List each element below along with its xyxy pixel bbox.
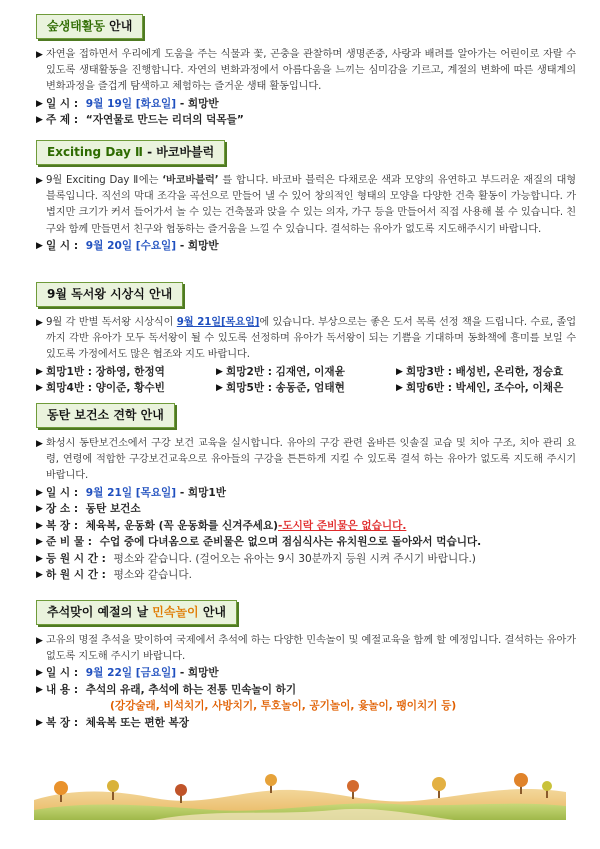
exciting-paragraph-body: 를 합니다. 바코바 블럭은 다채로운 색과 모양의 유연하고 부드러운 재질의 대형 블록입니다. 직선의 막대 조각을 곡선으로 만들어 낼 수 있어 창의적인 형태의 모양을 다양한 건축 활동이 가능합니다. 가볍지만 크기가 커서 들어가서 놀 수 있는 건축물과 앉을 수 있는 의자, 가구 등을 만들어서 직접 사용해 볼 수 있습니다. 친구와 함께 만들면서 친구와 협동하는 즐거움을 느낄 수 있습니다. 결석하는 유아가 없도록 지도해주시기 바랍니다. [46,175,576,235]
reading-heading-title: 9월 독서왕 시상식 안내 [47,287,173,301]
exciting-date-class: - 희망반 [176,239,219,252]
chuseok-date-class: - 희망반 [176,667,219,680]
winner-item [396,364,576,381]
chuseok-dress-row [36,715,576,732]
health-date-row [36,485,576,502]
chuseok-section [36,600,576,731]
health-leave-label: 하 원 시 간 : [46,569,106,582]
reading-paragraph-lead: 9월 각 반별 독서왕 시상식이 [46,317,177,328]
health-place-value: 동탄 보건소 [85,503,141,516]
chuseok-dress-value: 체육복 또는 편한 복장 [85,716,189,729]
bullet-arrow-icon: ▶ [36,98,43,109]
health-prep-value: 수업 중에 다녀옴으로 준비물은 없으며 점심식사는 유치원으로 돌아와서 먹습니다. [99,536,482,549]
bullet-arrow-icon: ▶ [36,318,43,328]
forest-topic-value: “자연물로 만드는 리더의 덕목들” [85,114,244,127]
health-dress-label: 복 장 : [46,519,79,532]
chuseok-content-value: 추석의 유래, 추석에 하는 전통 민속놀이 하기 [85,683,297,696]
bullet-arrow-icon: ▶ [36,717,43,728]
exciting-date-value: 9월 20일 [수요일] [85,239,177,252]
reading-paragraph-body: 에 있습니다. 부상으로는 좋은 도서 목록 선정 책을 드립니다. 수료, 졸업까지 각반 유아가 모두 독서왕이 될 수 있도록 선정하며 유아가 독서왕이 되는 기쁨을 기대하며 동화책에 흥미를 보일 수 있도록 가정에서도 많은 협조와 지도 바랍니다. [46,317,576,361]
health-arrive-label: 등 원 시 간 : [46,552,106,565]
winner-text: 희망6반 : 박세인, 조수아, 이채은 [406,382,564,395]
exciting-date-row [36,238,576,255]
hill-landscape-illustration [34,770,566,820]
health-paragraph [36,436,576,485]
reading-date-highlight: 9월 21일[목요일] [176,317,260,328]
bullet-arrow-icon: ▶ [36,50,43,60]
health-dress-warning: -도시락 준비물은 없습니다. [278,519,407,532]
health-heading-title: 동탄 보건소 견학 안내 [47,408,164,422]
forest-topic-label: 주 제 : [46,114,79,127]
reading-heading [36,282,183,307]
health-prep-label: 준 비 물 : [46,536,93,549]
health-dress-row [36,518,576,535]
forest-heading [36,14,143,39]
health-section [36,403,576,584]
bullet-arrow-icon: ▶ [36,636,43,646]
chuseok-paragraph-text: 고유의 명절 추석을 맞이하여 국제에서 추석에 하는 다양한 민속놀이 및 예절교육을 함께 할 예정입니다. 결석하는 유아가 없도록 지도해 주시기 바랍니다. [46,635,576,663]
tree-icon [265,774,277,793]
chuseok-heading-title: 추석맞이 예절의 날 [47,605,149,619]
health-date-label: 일 시 : [46,486,79,499]
exciting-paragraph [36,173,576,238]
bullet-arrow-icon: ▶ [36,115,43,126]
chuseok-heading-accent: 민속놀이 [152,605,199,619]
chuseok-date-row [36,665,576,682]
health-date-class: - 희망1반 [176,486,226,499]
bullet-arrow-icon: ▶ [36,668,43,679]
winner-text: 희망3반 : 배성빈, 온리한, 정승효 [406,365,564,378]
exciting-date-label: 일 시 : [46,239,79,252]
exciting-heading [36,140,225,165]
chuseok-heading [36,600,237,625]
winner-item [216,364,396,381]
bullet-arrow-icon: ▶ [36,240,43,251]
health-paragraph-text: 화성시 동탄보건소에서 구강 보건 교육을 실시합니다. 유아의 구강 관련 올바른 잇솔질 교습 및 치아 구조, 치아 관리 요령, 연령에 적합한 구강보건교육으로 유아들의 구강을 튼튼하게 지킬 수 있도록 결석 하는 유아가 없도록 지도해 주시기 바랍니다. [46,438,576,482]
bullet-arrow-icon: ▶ [396,383,403,394]
forest-date-label: 일 시 : [46,97,79,110]
winner-item [216,380,396,397]
chuseok-dress-label: 복 장 : [46,716,79,729]
bullet-arrow-icon: ▶ [36,537,43,548]
health-arrive-row [36,551,576,568]
forest-heading-title: 숲생태활동 [47,19,105,33]
health-leave-value: 평소와 같습니다. [113,569,193,582]
bullet-arrow-icon: ▶ [36,684,43,695]
exciting-heading-title: Exciting Day Ⅱ [47,145,143,159]
reading-winners-row-1 [36,364,576,381]
reading-paragraph [36,315,576,364]
winner-item [36,364,216,381]
exciting-section [36,140,576,254]
chuseok-content-label: 내 용 : [46,683,79,696]
forest-section [36,14,576,129]
chuseok-heading-suffix: 안내 [202,605,227,619]
winner-item [396,380,576,397]
bullet-arrow-icon: ▶ [216,383,223,394]
bullet-arrow-icon: ▶ [216,366,223,377]
exciting-heading-suffix: - 바코바블럭 [147,145,215,159]
health-arrive-value: 평소와 같습니다. (걸어오는 유아는 9시 30분까지 등원 시켜 주시기 바랍니다.) [113,552,476,565]
bullet-arrow-icon: ▶ [36,570,43,581]
health-prep-row [36,534,576,551]
forest-topic-row [36,112,576,129]
winner-text: 희망5반 : 송동준, 엄태현 [226,382,345,395]
bullet-arrow-icon: ▶ [36,553,43,564]
bullet-arrow-icon: ▶ [36,176,43,186]
health-place-label: 장 소 : [46,503,79,516]
exciting-paragraph-highlight: ‘바코바블럭’ [162,175,219,186]
bullet-arrow-icon: ▶ [36,487,43,498]
bullet-arrow-icon: ▶ [36,366,43,377]
bullet-arrow-icon: ▶ [36,383,43,394]
bullet-arrow-icon: ▶ [396,366,403,377]
bullet-arrow-icon: ▶ [36,504,43,515]
chuseok-games-list: (강강술래, 비석치기, 사방치기, 투호놀이, 공기놀이, 윷놀이, 팽이치기 등) [110,700,457,713]
tree-icon [175,784,187,803]
chuseok-date-value: 9월 22일 [금요일] [85,667,177,680]
chuseok-paragraph [36,633,576,665]
health-leave-row [36,567,576,584]
forest-date-value: 9월 19일 [화요일] [85,97,177,110]
health-place-row [36,501,576,518]
health-date-value: 9월 21일 [목요일] [85,486,177,499]
chuseok-games-row [36,698,576,715]
winner-text: 희망4반 : 양이준, 황수빈 [46,382,165,395]
winner-text: 희망2반 : 김재연, 이재윤 [226,365,345,378]
bullet-arrow-icon: ▶ [36,520,43,531]
health-heading [36,403,175,428]
forest-date-class: - 희망반 [176,97,219,110]
chuseok-date-label: 일 시 : [46,667,79,680]
chuseok-content-row [36,682,576,699]
forest-paragraph [36,47,576,96]
health-dress-value: 체육복, 운동화 (꼭 운동화를 신겨주세요) [85,519,278,532]
reading-winners-row-2 [36,380,576,397]
bullet-arrow-icon: ▶ [36,439,43,449]
forest-heading-suffix: 안내 [109,19,133,33]
reading-section [36,282,576,397]
winner-text: 희망1반 : 장하영, 한정역 [46,365,165,378]
tree-icon [432,777,446,798]
winner-item [36,380,216,397]
forest-paragraph-text: 자연을 접하면서 우리에게 도움을 주는 식물과 꽃, 곤충을 관찰하며 생명존중, 사랑과 배려를 알아가는 어린이로 자랄 수 있도록 생태활동을 진행합니다. 자연의 변화과정에서 아름다움을 느끼는 심미감을 기르고, 계절의 변화에 따른 생태계의 변화과정을 즐겁게 탐색하고 체험하는 즐거운 생태 활동입니다. [46,49,576,93]
forest-date-row [36,96,576,113]
exciting-paragraph-lead: 9월 Exciting Day Ⅱ에는 [46,175,163,186]
tree-icon [347,780,359,799]
